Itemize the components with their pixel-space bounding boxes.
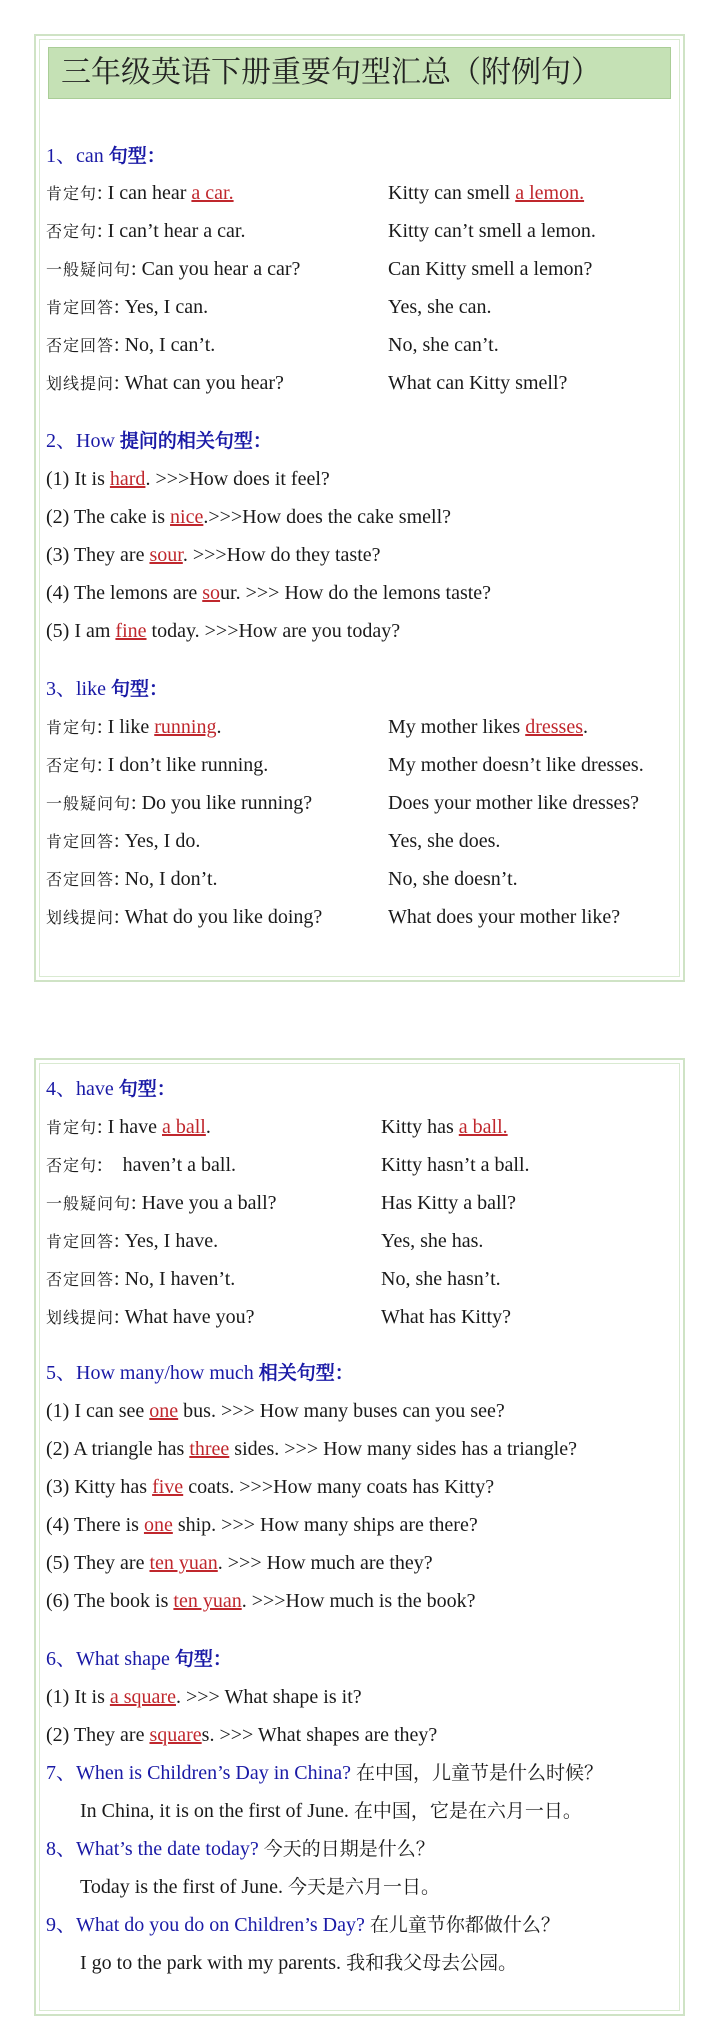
s1-right-negative: Kitty can’t smell a lemon. [388, 220, 596, 242]
s1-right-yes-answer: Yes, she can. [388, 296, 492, 318]
s3-right-negative: My mother doesn’t like dresses. [388, 754, 644, 776]
s5-item-5: (5) They are ten yuan. >>> How much are they? [46, 1552, 433, 1574]
s3-left-affirmative: 肯定句: I like running. [46, 716, 222, 738]
s3-right-no-answer: No, she doesn’t. [388, 868, 518, 890]
s3-right-question: Does your mother like dresses? [388, 792, 640, 814]
s4-right-yes-answer: Yes, she has. [381, 1230, 484, 1252]
s3-right-wh-question: What does your mother like? [388, 906, 621, 928]
s5-item-6: (6) The book is ten yuan. >>>How much is the book? [46, 1590, 476, 1612]
section-1-heading [46, 140, 166, 172]
section-1-heading-zh: 句型： [108, 145, 166, 167]
s2-item-3: (3) They are sour. >>>How do they taste? [46, 544, 381, 566]
s1-left-question: 一般疑问句: Can you hear a car? [46, 258, 301, 280]
qa-8-question: 8、What’s the date today? 今天的日期是什么？ [46, 1838, 435, 1860]
page-title: 三年级英语下册重要句型汇总（附例句） [48, 47, 671, 99]
s4-left-yes-answer: 肯定回答: Yes, I have. [46, 1230, 219, 1252]
section-panel-1 [34, 34, 685, 982]
s3-left-yes-answer: 肯定回答: Yes, I do. [46, 830, 201, 852]
section-5-heading: 5、How many/how much 相关句型： [46, 1362, 354, 1384]
section-4-heading: 4、have 句型： [46, 1078, 176, 1100]
s4-left-affirmative: 肯定句: I have a ball. [46, 1116, 211, 1138]
section-3-heading: 3、like 句型： [46, 678, 169, 700]
s4-right-no-answer: No, she hasn’t. [381, 1268, 501, 1290]
section-2-heading: 2、How 提问的相关句型： [46, 430, 272, 452]
s3-left-wh-question: 划线提问: What do you like doing? [46, 906, 323, 928]
qa-7-question: 7、When is Children’s Day in China? 在中国，儿童节是什么时候？ [46, 1762, 603, 1784]
s2-item-4: (4) The lemons are sour. >>> How do the lemons taste? [46, 582, 492, 604]
s5-item-1: (1) I can see one bus. >>> How many buses can you see? [46, 1400, 505, 1422]
s4-right-affirmative: Kitty has a ball. [381, 1116, 508, 1138]
s4-right-wh-question: What has Kitty? [381, 1306, 511, 1328]
s3-left-negative: 否定句: I don’t like running. [46, 754, 269, 776]
s1-right-question: Can Kitty smell a lemon? [388, 258, 593, 280]
s5-item-2: (2) A triangle has three sides. >>> How many sides has a triangle? [46, 1438, 577, 1460]
s4-left-no-answer: 否定回答: No, I haven’t. [46, 1268, 236, 1290]
s1-left-yes-answer: 肯定回答: Yes, I can. [46, 296, 209, 318]
s4-left-question: 一般疑问句: Have you a ball? [46, 1192, 277, 1214]
s4-right-question: Has Kitty a ball? [381, 1192, 516, 1214]
s1-left-no-answer: 否定回答: No, I can’t. [46, 334, 216, 356]
s3-right-yes-answer: Yes, she does. [388, 830, 501, 852]
section-6-heading: 6、What shape 句型： [46, 1648, 232, 1670]
s2-item-2: (2) The cake is nice.>>>How does the cake smell? [46, 506, 451, 528]
qa-7-answer: In China, it is on the first of June. 在中国，它是在六月一日。 [80, 1800, 582, 1822]
s4-right-negative: Kitty hasn’t a ball. [381, 1154, 530, 1176]
s3-left-no-answer: 否定回答: No, I don’t. [46, 868, 218, 890]
s1-left-affirmative: 肯定句: I can hear a car. [46, 182, 234, 204]
qa-8-answer: Today is the first of June. 今天是六月一日。 [80, 1876, 441, 1898]
s1-right-affirmative: Kitty can smell a lemon. [388, 182, 585, 204]
s4-left-wh-question: 划线提问: What have you? [46, 1306, 255, 1328]
s1-left-negative: 否定句: I can’t hear a car. [46, 220, 246, 242]
s5-item-4: (4) There is one ship. >>> How many ships are there? [46, 1514, 478, 1536]
s6-item-2: (2) They are squares. >>> What shapes are they? [46, 1724, 438, 1746]
qa-9-answer: I go to the park with my parents. 我和我父母去公园。 [80, 1952, 518, 1974]
s4-left-negative: 否定句: haven’t a ball. [46, 1154, 237, 1176]
s3-left-question: 一般疑问句: Do you like running? [46, 792, 313, 814]
section-1-number: 1、can [46, 145, 104, 167]
s6-item-1: (1) It is a square. >>> What shape is it? [46, 1686, 362, 1708]
s3-right-affirmative: My mother likes dresses. [388, 716, 588, 738]
section-panel-2 [34, 1058, 685, 2016]
s2-item-1: (1) It is hard. >>>How does it feel? [46, 468, 330, 490]
s1-left-wh-question: 划线提问: What can you hear? [46, 372, 284, 394]
s5-item-3: (3) Kitty has five coats. >>>How many coats has Kitty? [46, 1476, 495, 1498]
s2-item-5: (5) I am fine today. >>>How are you today? [46, 620, 401, 642]
qa-9-question: 9、What do you do on Children’s Day? 在儿童节你都做什么？ [46, 1914, 560, 1936]
s1-right-wh-question: What can Kitty smell? [388, 372, 568, 394]
s1-right-no-answer: No, she can’t. [388, 334, 499, 356]
